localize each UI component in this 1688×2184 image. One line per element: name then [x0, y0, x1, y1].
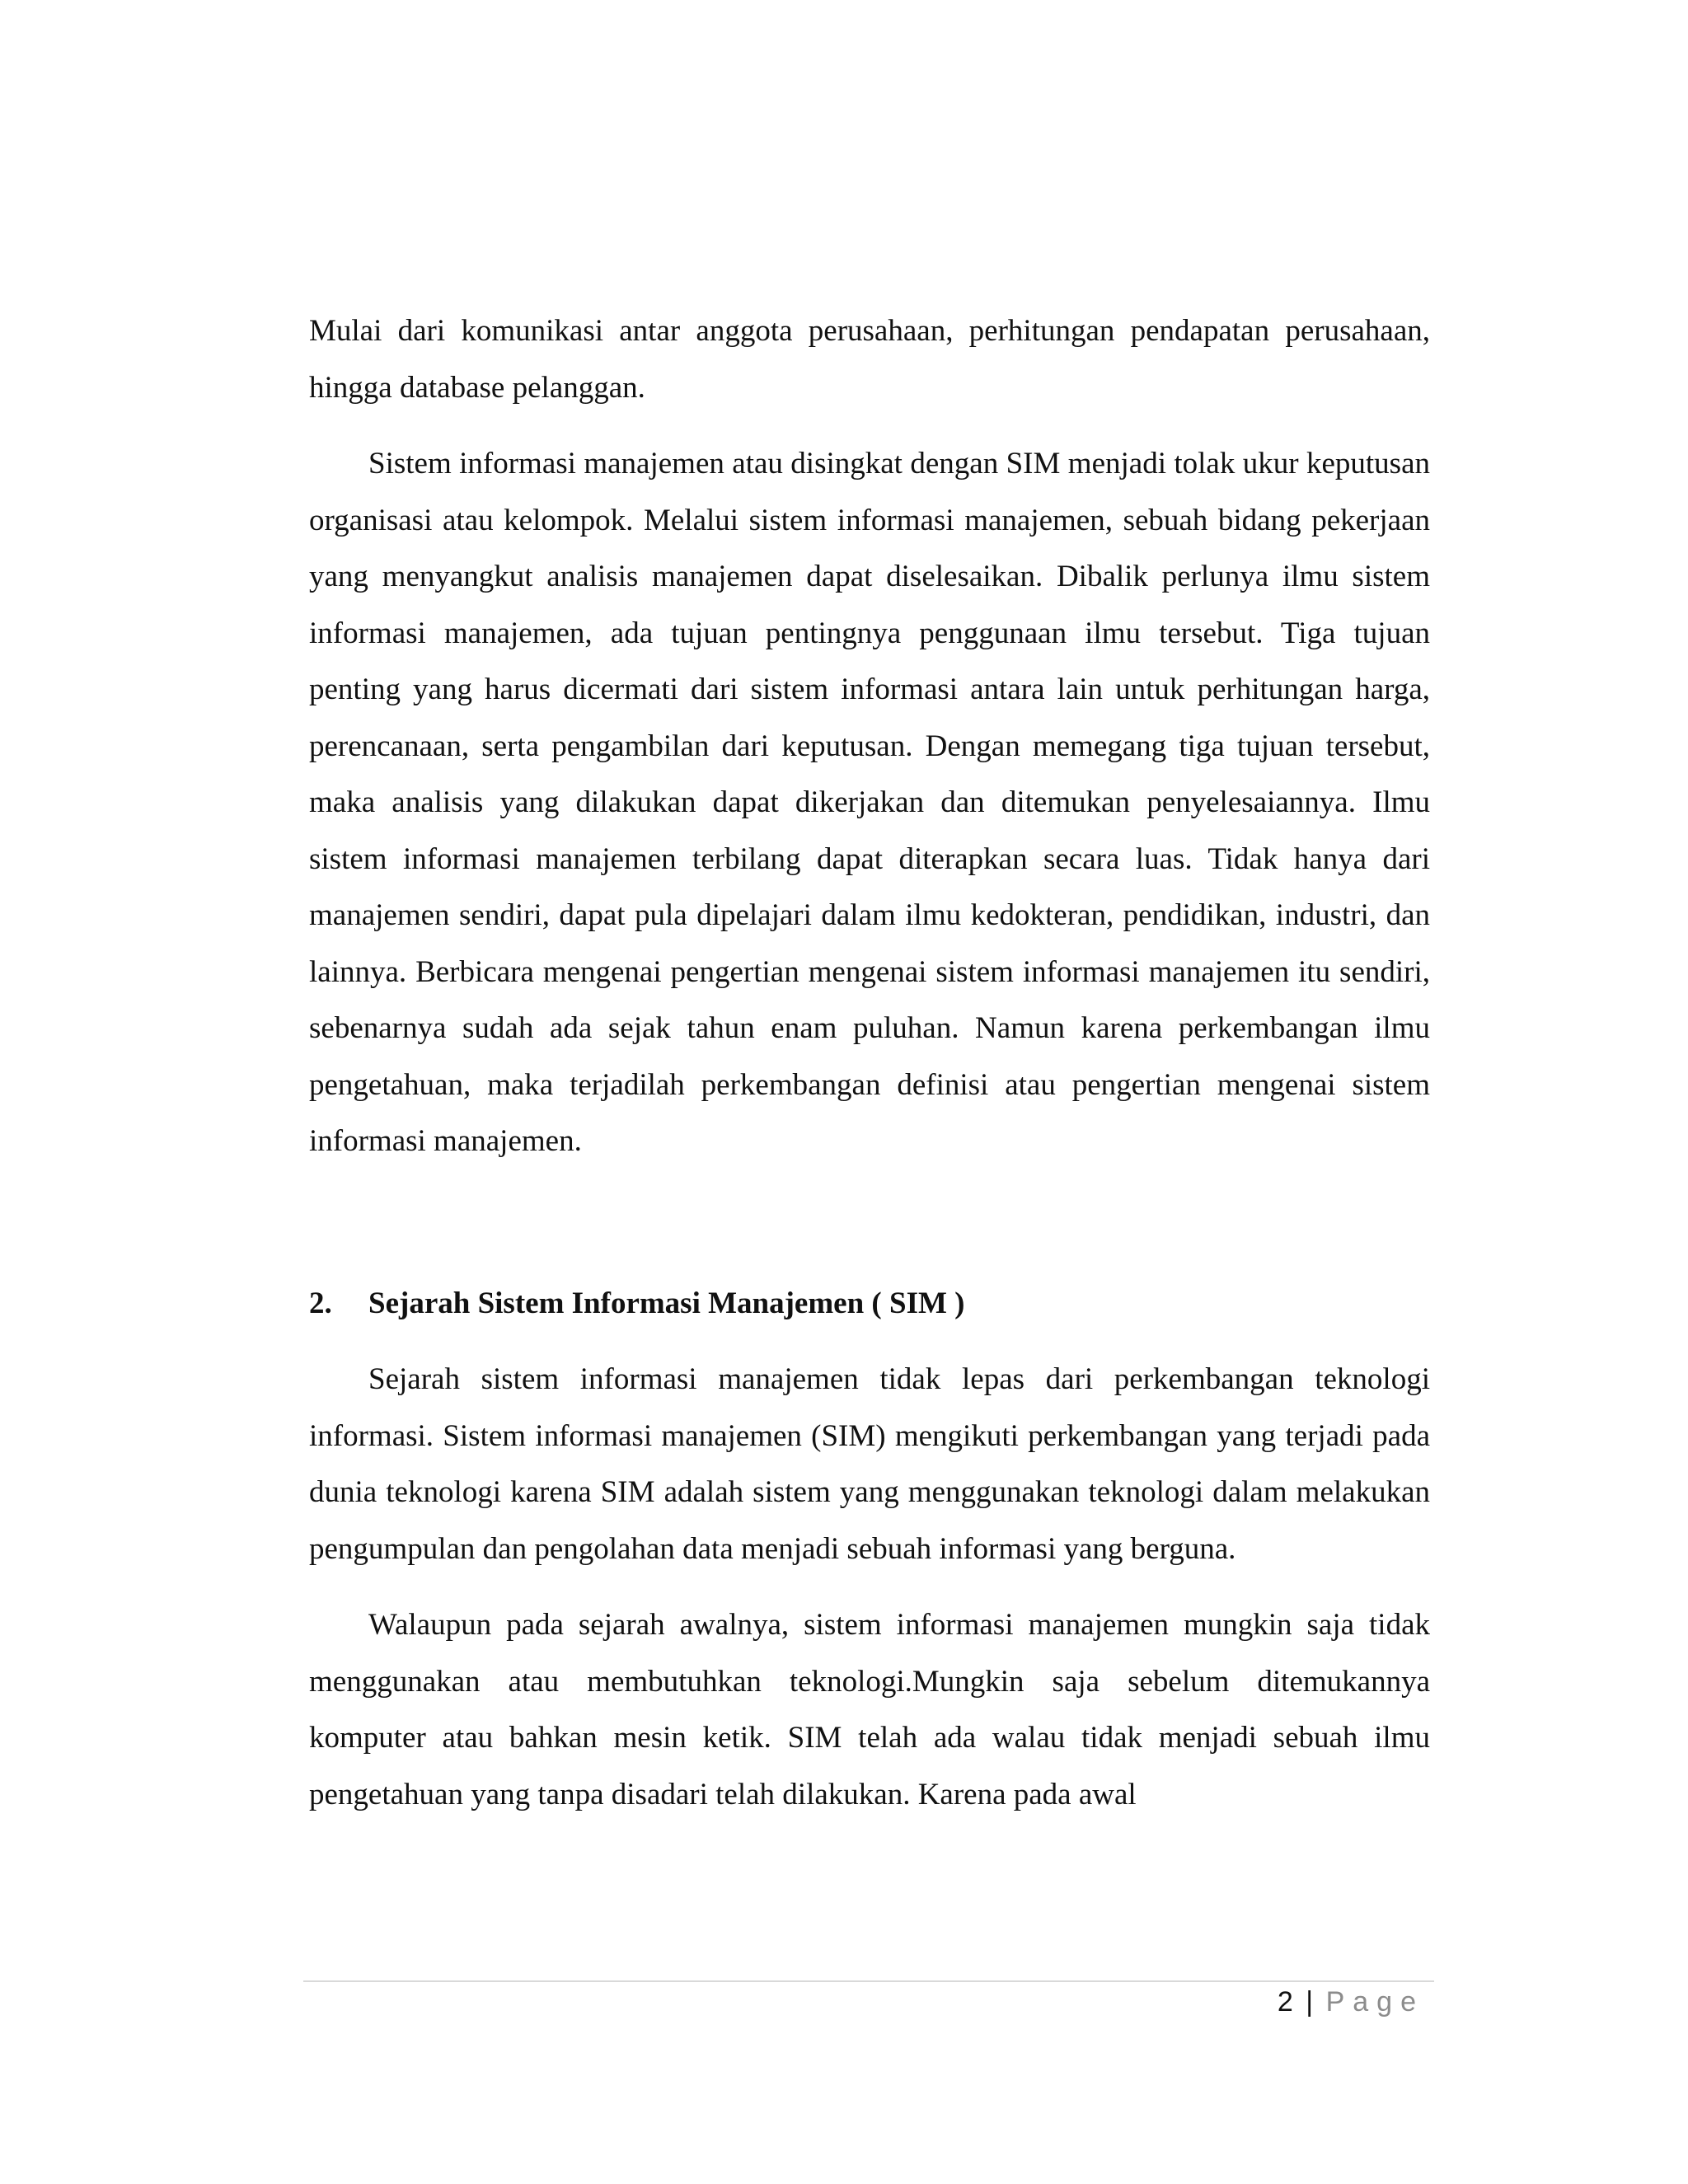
page-label: Page: [1325, 1986, 1424, 2018]
paragraph-sim-definition: Sistem informasi manajemen atau disingkat dengan SIM menjadi tolak ukur keputusan organisasi atau kelompok. Melalui sistem informasi manajemen, sebuah bidang pekerjaan yang menyangkut analisis manajemen dapat diselesaikan. Dibalik perlunya ilmu sistem informasi manajemen, ada tujuan pentingnya penggunaan ilmu tersebut. Tiga tujuan penting yang harus dicermati dari sistem informasi antara lain untuk perhitungan harga, perencanaan, serta pengambilan dari keputusan. Dengan memegang tiga tujuan tersebut, maka analisis yang dilakukan dapat dikerjakan dan ditemukan penyelesaiannya. Ilmu sistem informasi manajemen terbilang dapat diterapkan secara luas. Tidak hanya dari manajemen sendiri, dapat pula dipelajari dalam ilmu kedokteran, pendidikan, industri, dan lainnya. Berbicara mengenai pengertian mengenai sistem informasi manajemen itu sendiri, sebenarnya sudah ada sejak tahun enam puluhan. Namun karena perkembangan ilmu pengetahuan, maka terjadilah perkembangan definisi atau pengertian mengenai sistem informasi manajemen.: [309, 447, 1430, 1158]
paragraph-continued: Mulai dari komunikasi antar anggota perusahaan, perhitungan pendapatan perusahaan, hingga database pelanggan.: [309, 314, 1430, 405]
footer-divider: [303, 1980, 1434, 1982]
page-footer: [1278, 1981, 1424, 2022]
page-number: 2: [1277, 1986, 1293, 2018]
page-body: [309, 303, 1430, 1843]
section-number: 2.: [309, 1286, 332, 1320]
paragraph-sim-early: Walaupun pada sejarah awalnya, sistem informasi manajemen mungkin saja tidak menggunakan atau membutuhkan teknologi.Mungkin saja sebelum ditemukannya komputer atau bahkan mesin ketik. SIM telah ada walau tidak menjadi sebuah ilmu pengetahuan yang tanpa disadari telah dilakukan. Karena pada awal: [309, 1608, 1430, 1811]
footer-separator: |: [1306, 1986, 1314, 2018]
section-heading: [309, 1276, 1430, 1333]
section-title: Sejarah Sistem Informasi Manajemen ( SIM ): [368, 1286, 965, 1320]
paragraph-sim-history: Sejarah sistem informasi manajemen tidak lepas dari perkembangan teknologi informasi. Sistem informasi manajemen (SIM) mengikuti perkembangan yang terjadi pada dunia teknologi karena SIM adalah sistem yang menggunakan teknologi dalam melakukan pengumpulan dan pengolahan data menjadi sebuah informasi yang berguna.: [309, 1362, 1430, 1566]
